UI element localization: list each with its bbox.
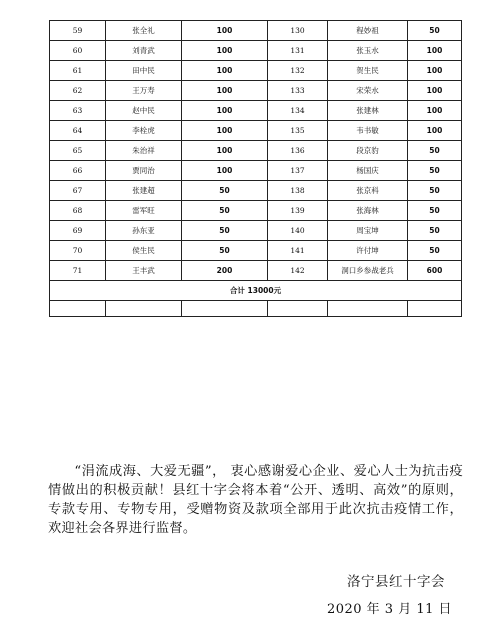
amount-cell: 100 bbox=[182, 161, 268, 181]
table-row bbox=[50, 101, 462, 121]
row-number-cell: 59 bbox=[50, 21, 106, 41]
row-number-cell: 63 bbox=[50, 101, 106, 121]
amount-cell: 100 bbox=[408, 41, 462, 61]
amount-cell: 50 bbox=[182, 241, 268, 261]
donor-name-cell: 宋荣水 bbox=[328, 81, 408, 101]
row-number-cell: 65 bbox=[50, 141, 106, 161]
table-row bbox=[50, 241, 462, 261]
donor-name-cell: 张玉水 bbox=[328, 41, 408, 61]
row-number-cell: 71 bbox=[50, 261, 106, 281]
amount-cell: 50 bbox=[182, 201, 268, 221]
donor-name-cell: 洞口乡参战老兵 bbox=[328, 261, 408, 281]
donor-name-cell: 张全礼 bbox=[106, 21, 182, 41]
row-number-cell: 68 bbox=[50, 201, 106, 221]
table-row bbox=[50, 261, 462, 281]
table-cell bbox=[268, 301, 328, 317]
amount-cell: 100 bbox=[182, 121, 268, 141]
donor-name-cell: 杨国庆 bbox=[328, 161, 408, 181]
donation-table bbox=[49, 20, 462, 317]
amount-cell: 200 bbox=[182, 261, 268, 281]
table-cell bbox=[182, 301, 268, 317]
total-cell: 合计 13000元 bbox=[50, 281, 462, 301]
donor-name-cell: 刘青武 bbox=[106, 41, 182, 61]
row-number-cell: 70 bbox=[50, 241, 106, 261]
amount-cell: 50 bbox=[408, 141, 462, 161]
amount-cell: 100 bbox=[408, 61, 462, 81]
table-row bbox=[50, 221, 462, 241]
amount-cell: 100 bbox=[182, 141, 268, 161]
signature-org: 洛宁县红十字会 bbox=[347, 574, 445, 590]
amount-cell: 50 bbox=[408, 201, 462, 221]
table-row bbox=[50, 21, 462, 41]
amount-cell: 50 bbox=[408, 21, 462, 41]
amount-cell: 100 bbox=[408, 81, 462, 101]
donor-name-cell: 许付坤 bbox=[328, 241, 408, 261]
donation-table-body bbox=[50, 21, 462, 317]
row-number-cell: 61 bbox=[50, 61, 106, 81]
row-number-cell: 133 bbox=[268, 81, 328, 101]
table-row bbox=[50, 201, 462, 221]
donor-name-cell: 朱治祥 bbox=[106, 141, 182, 161]
table-cell bbox=[50, 301, 106, 317]
row-number-cell: 132 bbox=[268, 61, 328, 81]
donation-table-container bbox=[49, 20, 461, 317]
row-number-cell: 139 bbox=[268, 201, 328, 221]
amount-cell: 100 bbox=[182, 81, 268, 101]
total-row bbox=[50, 281, 462, 301]
amount-cell: 100 bbox=[182, 41, 268, 61]
donor-name-cell: 周宝坤 bbox=[328, 221, 408, 241]
row-number-cell: 66 bbox=[50, 161, 106, 181]
table-row bbox=[50, 81, 462, 101]
table-row bbox=[50, 121, 462, 141]
amount-cell: 100 bbox=[182, 21, 268, 41]
amount-cell: 100 bbox=[408, 121, 462, 141]
signature-date: 2020 年 3 月 11 日 bbox=[326, 602, 452, 617]
table-cell bbox=[408, 301, 462, 317]
donor-name-cell: 张京科 bbox=[328, 181, 408, 201]
row-number-cell: 136 bbox=[268, 141, 328, 161]
amount-cell: 50 bbox=[408, 241, 462, 261]
table-row bbox=[50, 61, 462, 81]
amount-cell: 100 bbox=[408, 101, 462, 121]
row-number-cell: 67 bbox=[50, 181, 106, 201]
donor-name-cell: 韦书敏 bbox=[328, 121, 408, 141]
donor-name-cell: 孙东亚 bbox=[106, 221, 182, 241]
table-row bbox=[50, 161, 462, 181]
row-number-cell: 142 bbox=[268, 261, 328, 281]
row-number-cell: 60 bbox=[50, 41, 106, 61]
row-number-cell: 138 bbox=[268, 181, 328, 201]
row-number-cell: 140 bbox=[268, 221, 328, 241]
amount-cell: 600 bbox=[408, 261, 462, 281]
table-row bbox=[50, 141, 462, 161]
table-row bbox=[50, 181, 462, 201]
row-number-cell: 131 bbox=[268, 41, 328, 61]
amount-cell: 50 bbox=[408, 221, 462, 241]
row-number-cell: 134 bbox=[268, 101, 328, 121]
table-row bbox=[50, 301, 462, 317]
donor-name-cell: 程妙祖 bbox=[328, 21, 408, 41]
row-number-cell: 64 bbox=[50, 121, 106, 141]
amount-cell: 100 bbox=[182, 101, 268, 121]
donor-name-cell: 侯生民 bbox=[106, 241, 182, 261]
row-number-cell: 137 bbox=[268, 161, 328, 181]
row-number-cell: 69 bbox=[50, 221, 106, 241]
table-row bbox=[50, 41, 462, 61]
amount-cell: 50 bbox=[408, 161, 462, 181]
row-number-cell: 141 bbox=[268, 241, 328, 261]
donor-name-cell: 段京豹 bbox=[328, 141, 408, 161]
amount-cell: 50 bbox=[182, 221, 268, 241]
donor-name-cell: 张海林 bbox=[328, 201, 408, 221]
donor-name-cell: 王万寿 bbox=[106, 81, 182, 101]
table-cell bbox=[106, 301, 182, 317]
donor-name-cell: 赵中民 bbox=[106, 101, 182, 121]
thanks-paragraph bbox=[48, 462, 463, 538]
amount-cell: 50 bbox=[408, 181, 462, 201]
donor-name-cell: 贺生民 bbox=[328, 61, 408, 81]
donor-name-cell: 张建林 bbox=[328, 101, 408, 121]
row-number-cell: 135 bbox=[268, 121, 328, 141]
donor-name-cell: 李栓虎 bbox=[106, 121, 182, 141]
amount-cell: 100 bbox=[182, 61, 268, 81]
donor-name-cell: 雷军旺 bbox=[106, 201, 182, 221]
donor-name-cell: 贾同治 bbox=[106, 161, 182, 181]
table-cell bbox=[328, 301, 408, 317]
row-number-cell: 62 bbox=[50, 81, 106, 101]
row-number-cell: 130 bbox=[268, 21, 328, 41]
thanks-text: “涓流成海、大爱无疆”， 衷心感谢爱心企业、爱心人士为抗击疫情做出的积极贡献！县红十字会将本着“公开、透明、高效”的原则，专款专用、专物专用，受赠物资及款项全部用于此次抗击疫情工作，欢迎社会各界进行监督。 bbox=[48, 464, 463, 536]
donor-name-cell: 张建超 bbox=[106, 181, 182, 201]
donor-name-cell: 田中民 bbox=[106, 61, 182, 81]
donor-name-cell: 王丰武 bbox=[106, 261, 182, 281]
amount-cell: 50 bbox=[182, 181, 268, 201]
